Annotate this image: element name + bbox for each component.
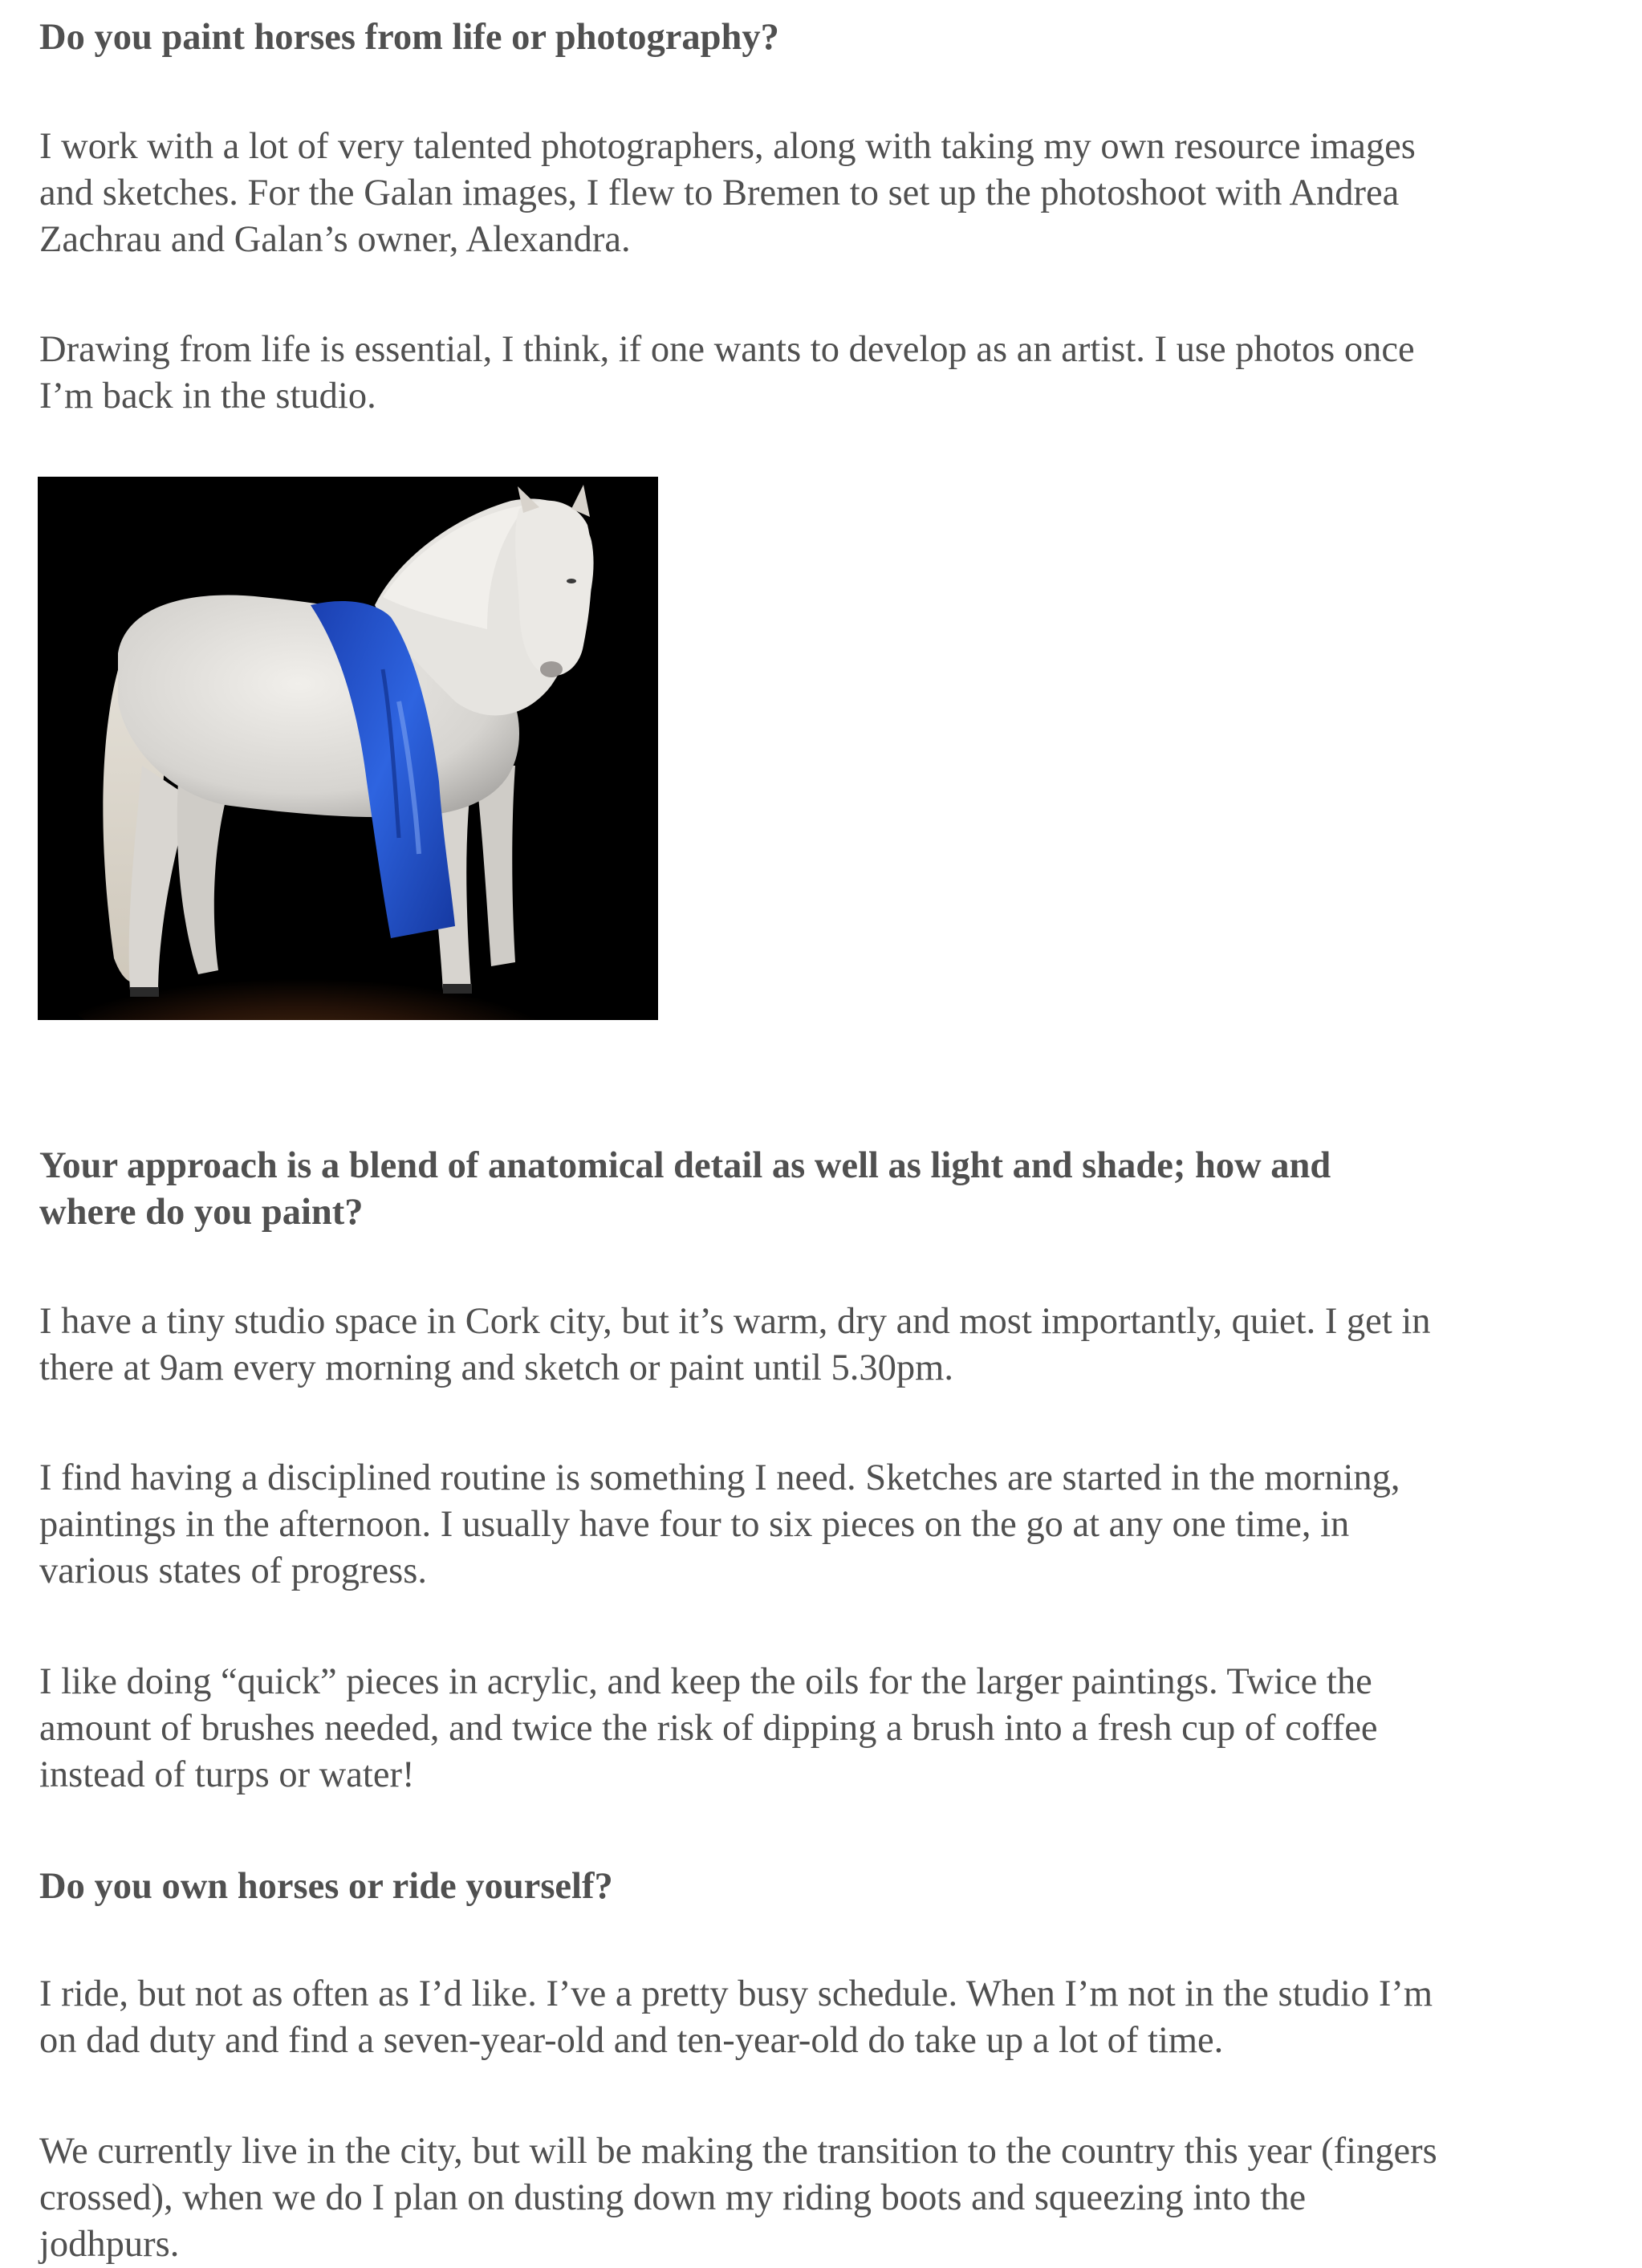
horse-painting-image bbox=[38, 477, 658, 1020]
paragraph-line: amount of brushes needed, and twice the risk of dipping a brush into a fresh cup of coffee bbox=[39, 1708, 1378, 1749]
paragraph-line: there at 9am every morning and sketch or paint until 5.30pm. bbox=[39, 1347, 953, 1388]
paragraph-line: I like doing “quick” pieces in acrylic, and keep the oils for the larger paintings. Twice the bbox=[39, 1661, 1372, 1702]
paragraph-line: Zachrau and Galan’s owner, Alexandra. bbox=[39, 219, 631, 260]
paragraph-line: paintings in the afternoon. I usually have four to six pieces on the go at any one time, in bbox=[39, 1504, 1350, 1545]
paragraph-line: I’m back in the studio. bbox=[39, 376, 376, 417]
question-heading: Do you own horses or ride yourself? bbox=[39, 1866, 613, 1907]
paragraph-line: various states of progress. bbox=[39, 1551, 427, 1591]
horse-painting-icon bbox=[38, 477, 658, 1020]
paragraph-line: I ride, but not as often as I’d like. I’ve a pretty busy schedule. When I’m not in the studio I’m bbox=[39, 1973, 1433, 2014]
paragraph-line: on dad duty and find a seven-year-old and ten-year-old do take up a lot of time. bbox=[39, 2020, 1224, 2061]
paragraph-line: Drawing from life is essential, I think, if one wants to develop as an artist. I use photos once bbox=[39, 329, 1415, 370]
paragraph-line: I find having a disciplined routine is something I need. Sketches are started in the morning, bbox=[39, 1457, 1400, 1498]
paragraph-line: I work with a lot of very talented photographers, along with taking my own resource images bbox=[39, 126, 1416, 167]
question-heading: where do you paint? bbox=[39, 1192, 364, 1233]
paragraph-line: and sketches. For the Galan images, I flew to Bremen to set up the photoshoot with Andrea bbox=[39, 173, 1400, 213]
question-heading: Do you paint horses from life or photography? bbox=[39, 17, 779, 58]
paragraph-line: crossed), when we do I plan on dusting down my riding boots and squeezing into the bbox=[39, 2177, 1307, 2218]
paragraph-line: instead of turps or water! bbox=[39, 1754, 415, 1795]
paragraph-line: jodhpurs. bbox=[39, 2224, 180, 2265]
paragraph-line: I have a tiny studio space in Cork city, but it’s warm, dry and most importantly, quiet. I get in bbox=[39, 1301, 1431, 1342]
question-heading: Your approach is a blend of anatomical detail as well as light and shade; how and bbox=[39, 1145, 1331, 1186]
paragraph-line: We currently live in the city, but will be making the transition to the country this year (fingers bbox=[39, 2131, 1437, 2172]
